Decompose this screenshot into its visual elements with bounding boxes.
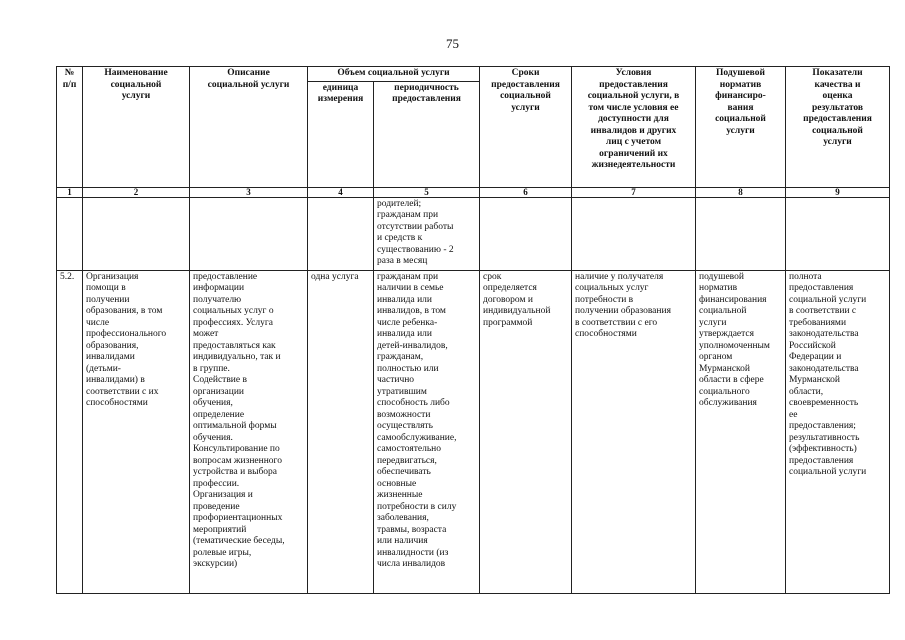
header-indicators: Показатели качества и оценка результатов предоставления социальной услуги	[786, 67, 890, 188]
header-description: Описание социальной услуги	[190, 67, 308, 188]
cell-empty	[83, 197, 190, 270]
table-row	[57, 270, 890, 593]
column-number: 6	[480, 187, 572, 197]
header-terms: Сроки предоставления социальной услуги	[480, 67, 572, 188]
header-num: № п/п	[57, 67, 83, 188]
cell-num: 5.2.	[57, 270, 83, 593]
page-number: 75	[446, 36, 459, 51]
cell-indicators: полнота предоставления социальной услуги в соответствии с требованиями законодательства Российской Федерации и законодательства Мурманской области, своевременность ее предоставления; результативность (эффективность) предоставления социальной услуги	[786, 270, 890, 593]
column-number: 5	[374, 187, 480, 197]
column-number: 2	[83, 187, 190, 197]
cell-name: Организация помощи в получении образования, в том числе профессионального образования, инвалидами (детьми- инвалидами) в соответствии с их способностями	[83, 270, 190, 593]
social-services-table	[56, 66, 890, 594]
cell-frequency: родителей; гражданам при отсутствии работы и средств к существованию - 2 раза в месяц	[374, 197, 480, 270]
column-number: 9	[786, 187, 890, 197]
header-frequency: периодичность предоставления	[374, 81, 480, 187]
column-number: 1	[57, 187, 83, 197]
column-number: 3	[190, 187, 308, 197]
header-normative: Подушевой норматив финансиро- вания социальной услуги	[696, 67, 786, 188]
header-name: Наименование социальной услуги	[83, 67, 190, 188]
header-conditions: Условия предоставления социальной услуги, в том числе условия ее доступности для инвалидов и других лиц с учетом ограничений их жизнедеятельности	[572, 67, 696, 188]
header-volume: Объем социальной услуги	[308, 67, 480, 82]
cell-empty	[308, 197, 374, 270]
cell-normative: подушевой норматив финансирования социальной услуги утверждается уполномоченным органом Мурманской области в сфере социального обслуживания	[696, 270, 786, 593]
column-number: 7	[572, 187, 696, 197]
column-numbers-row	[57, 187, 890, 197]
cell-empty	[190, 197, 308, 270]
continuation-row	[57, 197, 890, 270]
cell-conditions: наличие у получателя социальных услуг потребности в получении образования в соответствии с его способностями	[572, 270, 696, 593]
cell-unit: одна услуга	[308, 270, 374, 593]
cell-terms: срок определяется договором и индивидуальной программой	[480, 270, 572, 593]
column-number: 8	[696, 187, 786, 197]
header-unit: единица измерения	[308, 81, 374, 187]
cell-empty	[786, 197, 890, 270]
cell-empty	[572, 197, 696, 270]
cell-empty	[480, 197, 572, 270]
header-row	[57, 67, 890, 82]
cell-empty	[696, 197, 786, 270]
column-number: 4	[308, 187, 374, 197]
cell-frequency: гражданам при наличии в семье инвалида или инвалидов, в том числе ребенка- инвалида или детей-инвалидов, гражданам, полностью или частично утратившим способность либо возможности осуществлять самообслуживание, самостоятельно передвигаться, обеспечивать основные жизненные потребности в силу заболевания, травмы, возраста или наличия инвалидности (из числа инвалидов	[374, 270, 480, 593]
cell-description: предоставление информации получателю социальных услуг о профессиях. Услуга может предоставляться как индивидуально, так и в группе. Содействие в организации обучения, определение оптимальной формы обучения. Консультирование по вопросам жизненного устройства и выбора профессии. Организация и проведение профориентационных мероприятий (тематические беседы, ролевые игры, экскурсии)	[190, 270, 308, 593]
cell-empty	[57, 197, 83, 270]
